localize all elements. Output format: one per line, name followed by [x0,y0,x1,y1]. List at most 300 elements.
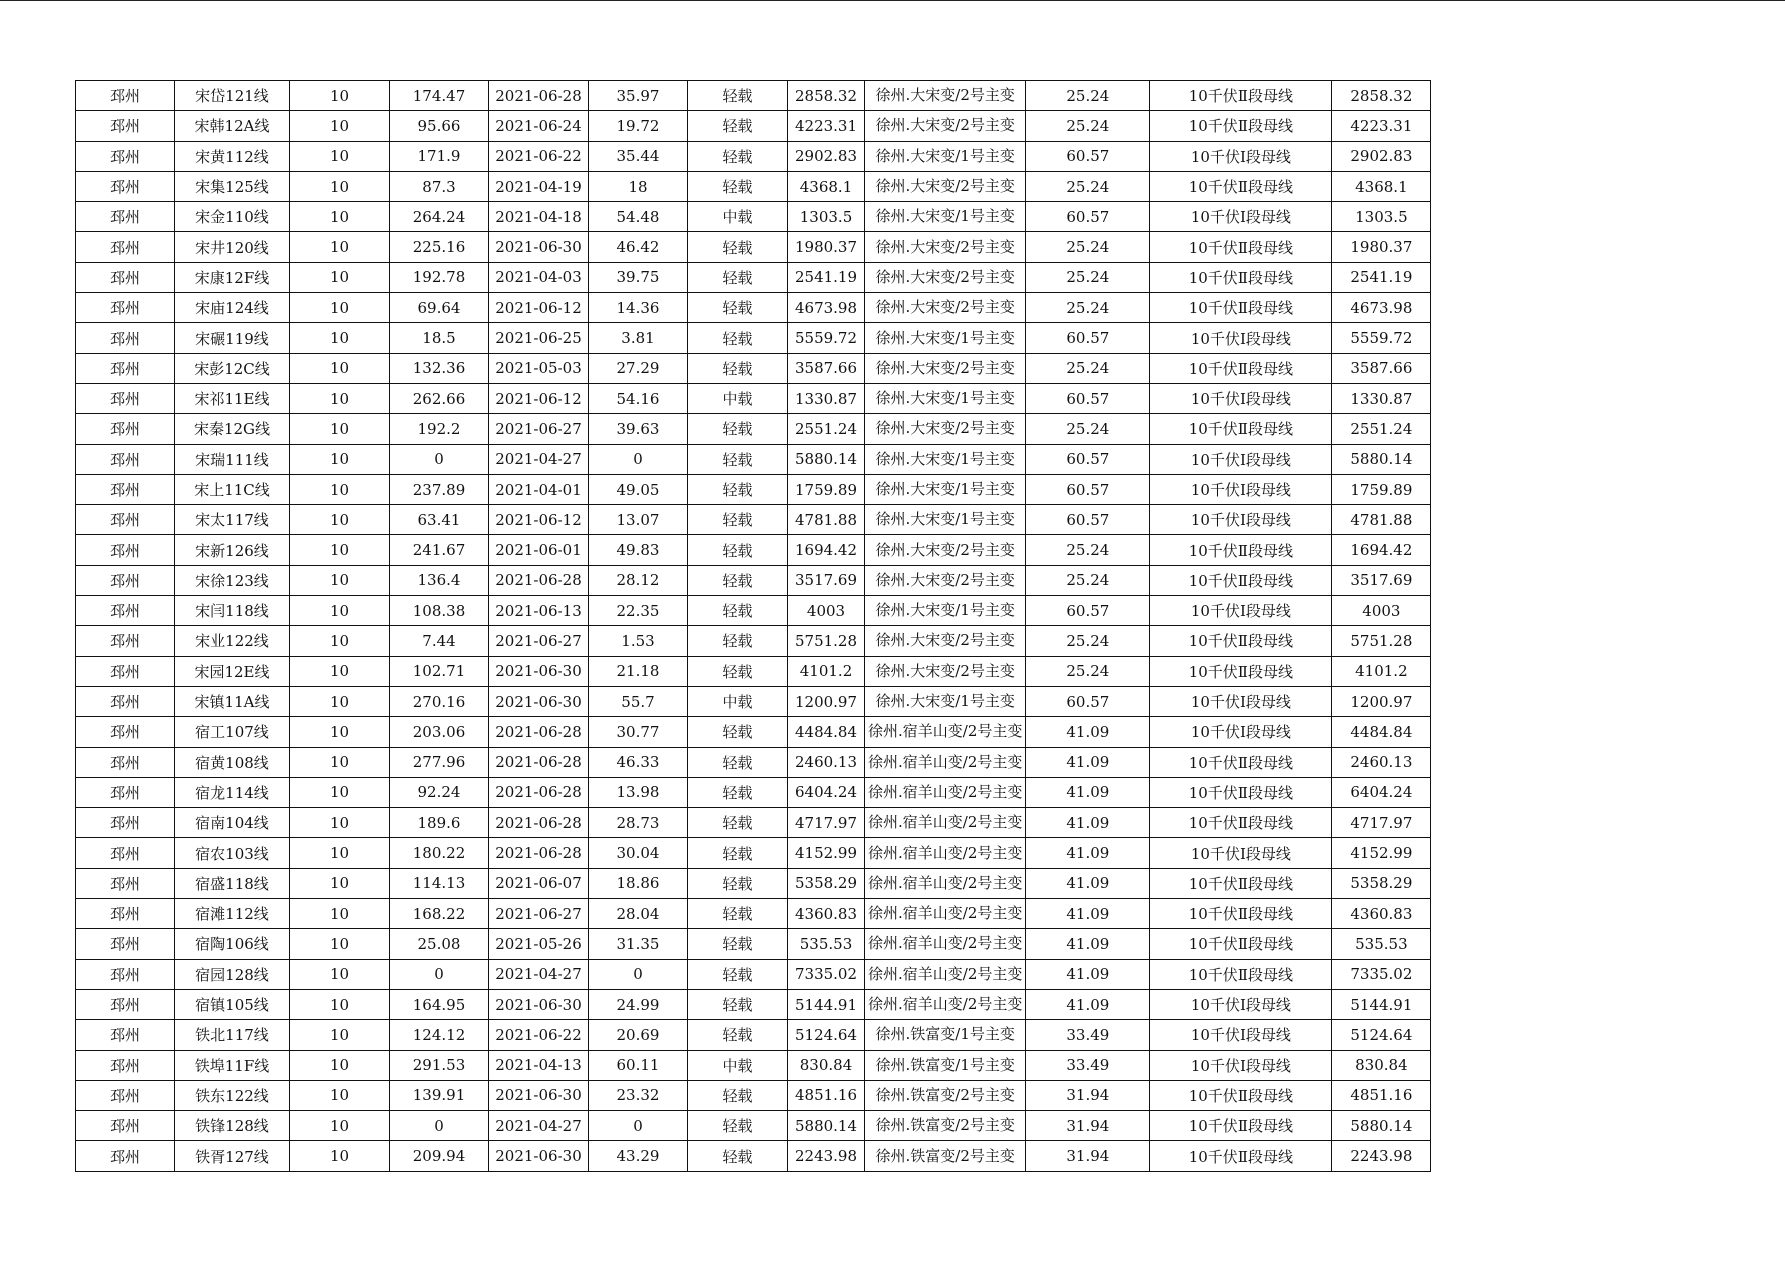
date-cell: 2021-04-18 [489,202,589,232]
voltage-cell: 10 [290,262,390,292]
transformer-load-rate-cell: 25.24 [1026,656,1150,686]
county-cell: 邳州 [76,959,175,989]
date-cell: 2021-05-26 [489,929,589,959]
date-cell: 2021-06-01 [489,535,589,565]
open-capacity-cell: 5559.72 [788,323,865,353]
date-cell: 2021-04-19 [489,171,589,201]
county-cell: 邳州 [76,171,175,201]
date-cell: 2021-06-22 [489,1020,589,1050]
load-status-cell: 轻载 [688,1111,788,1141]
county-cell: 邳州 [76,626,175,656]
load-rate-cell: 23.32 [589,1080,688,1110]
busbar-cell: 10千伏Ⅱ段母线 [1150,262,1332,292]
load-rate-cell: 39.63 [589,414,688,444]
transformer-load-rate-cell: 25.24 [1026,171,1150,201]
date-cell: 2021-06-30 [489,1141,589,1171]
county-cell: 邳州 [76,81,175,111]
max-load-cell: 168.22 [390,899,489,929]
line-name-cell: 宿滩112线 [175,899,290,929]
county-cell: 邳州 [76,1050,175,1080]
substation-cell: 徐州.宿羊山变/2号主变 [865,808,1026,838]
load-rate-cell: 35.44 [589,141,688,171]
table-row [76,1141,1431,1171]
load-rate-cell: 22.35 [589,596,688,626]
county-cell: 邳州 [76,838,175,868]
open-capacity-cell: 6404.24 [788,777,865,807]
date-cell: 2021-06-27 [489,899,589,929]
date-cell: 2021-04-27 [489,444,589,474]
load-status-cell: 轻载 [688,899,788,929]
line-open-capacity-cell: 4003 [1332,596,1431,626]
max-load-cell: 164.95 [390,989,489,1019]
line-open-capacity-cell: 1200.97 [1332,686,1431,716]
busbar-cell: 10千伏Ⅱ段母线 [1150,535,1332,565]
line-name-cell: 宿盛118线 [175,868,290,898]
line-open-capacity-cell: 1980.37 [1332,232,1431,262]
line-name-cell: 铁埠11F线 [175,1050,290,1080]
busbar-cell: 10千伏Ⅱ段母线 [1150,1080,1332,1110]
voltage-cell: 10 [290,293,390,323]
load-rate-cell: 35.97 [589,81,688,111]
voltage-cell: 10 [290,777,390,807]
open-capacity-cell: 4360.83 [788,899,865,929]
transformer-load-rate-cell: 25.24 [1026,232,1150,262]
line-open-capacity-cell: 5880.14 [1332,1111,1431,1141]
substation-cell: 徐州.宿羊山变/2号主变 [865,717,1026,747]
date-cell: 2021-06-24 [489,111,589,141]
load-rate-cell: 30.77 [589,717,688,747]
line-open-capacity-cell: 4673.98 [1332,293,1431,323]
busbar-cell: 10千伏Ⅱ段母线 [1150,899,1332,929]
busbar-cell: 10千伏Ⅱ段母线 [1150,1111,1332,1141]
max-load-cell: 108.38 [390,596,489,626]
county-cell: 邳州 [76,293,175,323]
voltage-cell: 10 [290,111,390,141]
county-cell: 邳州 [76,505,175,535]
table-row [76,1020,1431,1050]
max-load-cell: 262.66 [390,383,489,413]
open-capacity-cell: 5144.91 [788,989,865,1019]
substation-cell: 徐州.大宋变/1号主变 [865,444,1026,474]
open-capacity-cell: 5358.29 [788,868,865,898]
line-name-cell: 宋上11C线 [175,474,290,504]
line-open-capacity-cell: 4781.88 [1332,505,1431,535]
county-cell: 邳州 [76,747,175,777]
max-load-cell: 291.53 [390,1050,489,1080]
open-capacity-cell: 5751.28 [788,626,865,656]
open-capacity-cell: 4673.98 [788,293,865,323]
line-open-capacity-cell: 2460.13 [1332,747,1431,777]
line-open-capacity-cell: 3517.69 [1332,565,1431,595]
load-status-cell: 轻载 [688,868,788,898]
load-status-cell: 轻载 [688,171,788,201]
max-load-cell: 171.9 [390,141,489,171]
county-cell: 邳州 [76,656,175,686]
substation-cell: 徐州.大宋变/1号主变 [865,505,1026,535]
transformer-load-rate-cell: 41.09 [1026,959,1150,989]
county-cell: 邳州 [76,808,175,838]
table-row [76,656,1431,686]
voltage-cell: 10 [290,1050,390,1080]
load-status-cell: 轻载 [688,353,788,383]
substation-cell: 徐州.大宋变/1号主变 [865,383,1026,413]
date-cell: 2021-06-28 [489,565,589,595]
substation-cell: 徐州.铁富变/1号主变 [865,1050,1026,1080]
date-cell: 2021-06-28 [489,81,589,111]
load-rate-cell: 43.29 [589,1141,688,1171]
busbar-cell: 10千伏Ⅱ段母线 [1150,808,1332,838]
line-open-capacity-cell: 7335.02 [1332,959,1431,989]
load-rate-cell: 19.72 [589,111,688,141]
load-status-cell: 轻载 [688,838,788,868]
county-cell: 邳州 [76,686,175,716]
load-rate-cell: 46.42 [589,232,688,262]
date-cell: 2021-06-13 [489,596,589,626]
transformer-load-rate-cell: 25.24 [1026,262,1150,292]
table-row [76,1080,1431,1110]
line-name-cell: 铁胥127线 [175,1141,290,1171]
line-name-cell: 宋彭12C线 [175,353,290,383]
substation-cell: 徐州.大宋变/1号主变 [865,202,1026,232]
line-open-capacity-cell: 830.84 [1332,1050,1431,1080]
open-capacity-cell: 535.53 [788,929,865,959]
max-load-cell: 241.67 [390,535,489,565]
voltage-cell: 10 [290,171,390,201]
voltage-cell: 10 [290,626,390,656]
transformer-load-rate-cell: 41.09 [1026,838,1150,868]
transformer-load-rate-cell: 60.57 [1026,202,1150,232]
table-row [76,202,1431,232]
line-name-cell: 宋园12E线 [175,656,290,686]
date-cell: 2021-05-03 [489,353,589,383]
max-load-cell: 0 [390,1111,489,1141]
line-name-cell: 宋康12F线 [175,262,290,292]
busbar-cell: 10千伏Ⅱ段母线 [1150,232,1332,262]
transformer-load-rate-cell: 41.09 [1026,929,1150,959]
open-capacity-cell: 830.84 [788,1050,865,1080]
transformer-load-rate-cell: 33.49 [1026,1050,1150,1080]
voltage-cell: 10 [290,474,390,504]
line-open-capacity-cell: 5880.14 [1332,444,1431,474]
max-load-cell: 174.47 [390,81,489,111]
voltage-cell: 10 [290,686,390,716]
busbar-cell: 10千伏Ⅰ段母线 [1150,383,1332,413]
table-row [76,899,1431,929]
line-name-cell: 宋碾119线 [175,323,290,353]
load-status-cell: 轻载 [688,596,788,626]
busbar-cell: 10千伏Ⅰ段母线 [1150,444,1332,474]
substation-cell: 徐州.大宋变/2号主变 [865,171,1026,201]
voltage-cell: 10 [290,535,390,565]
busbar-cell: 10千伏Ⅱ段母线 [1150,959,1332,989]
line-open-capacity-cell: 5144.91 [1332,989,1431,1019]
line-open-capacity-cell: 6404.24 [1332,777,1431,807]
table-row [76,171,1431,201]
load-rate-cell: 39.75 [589,262,688,292]
open-capacity-cell: 1303.5 [788,202,865,232]
transformer-load-rate-cell: 25.24 [1026,626,1150,656]
max-load-cell: 63.41 [390,505,489,535]
max-load-cell: 180.22 [390,838,489,868]
transformer-load-rate-cell: 60.57 [1026,474,1150,504]
substation-cell: 徐州.大宋变/1号主变 [865,141,1026,171]
load-rate-cell: 27.29 [589,353,688,383]
max-load-cell: 209.94 [390,1141,489,1171]
load-status-cell: 中载 [688,1050,788,1080]
line-open-capacity-cell: 1303.5 [1332,202,1431,232]
voltage-cell: 10 [290,868,390,898]
line-open-capacity-cell: 4368.1 [1332,171,1431,201]
busbar-cell: 10千伏Ⅱ段母线 [1150,868,1332,898]
transformer-load-rate-cell: 60.57 [1026,444,1150,474]
line-name-cell: 宋井120线 [175,232,290,262]
line-open-capacity-cell: 535.53 [1332,929,1431,959]
load-status-cell: 轻载 [688,1020,788,1050]
busbar-cell: 10千伏Ⅰ段母线 [1150,323,1332,353]
voltage-cell: 10 [290,656,390,686]
load-status-cell: 轻载 [688,414,788,444]
busbar-cell: 10千伏Ⅱ段母线 [1150,565,1332,595]
max-load-cell: 203.06 [390,717,489,747]
table-row [76,293,1431,323]
table-row [76,717,1431,747]
voltage-cell: 10 [290,1080,390,1110]
substation-cell: 徐州.大宋变/2号主变 [865,565,1026,595]
load-status-cell: 轻载 [688,777,788,807]
line-open-capacity-cell: 4223.31 [1332,111,1431,141]
county-cell: 邳州 [76,383,175,413]
transformer-load-rate-cell: 25.24 [1026,535,1150,565]
county-cell: 邳州 [76,565,175,595]
county-cell: 邳州 [76,111,175,141]
transformer-load-rate-cell: 25.24 [1026,565,1150,595]
load-rate-cell: 54.48 [589,202,688,232]
busbar-cell: 10千伏Ⅱ段母线 [1150,414,1332,444]
date-cell: 2021-06-07 [489,868,589,898]
load-status-cell: 轻载 [688,1141,788,1171]
max-load-cell: 136.4 [390,565,489,595]
open-capacity-cell: 1980.37 [788,232,865,262]
load-rate-cell: 49.83 [589,535,688,565]
voltage-cell: 10 [290,414,390,444]
load-rate-cell: 1.53 [589,626,688,656]
line-name-cell: 宿龙114线 [175,777,290,807]
line-open-capacity-cell: 5751.28 [1332,626,1431,656]
transformer-load-rate-cell: 60.57 [1026,505,1150,535]
load-rate-cell: 20.69 [589,1020,688,1050]
line-name-cell: 宋韩12A线 [175,111,290,141]
table-row [76,989,1431,1019]
table-row [76,959,1431,989]
open-capacity-cell: 2858.32 [788,81,865,111]
load-status-cell: 轻载 [688,81,788,111]
voltage-cell: 10 [290,565,390,595]
open-capacity-cell: 4152.99 [788,838,865,868]
table-row [76,444,1431,474]
county-cell: 邳州 [76,414,175,444]
busbar-cell: 10千伏Ⅰ段母线 [1150,474,1332,504]
busbar-cell: 10千伏Ⅰ段母线 [1150,505,1332,535]
date-cell: 2021-06-30 [489,656,589,686]
load-rate-cell: 3.81 [589,323,688,353]
table-row [76,929,1431,959]
load-status-cell: 轻载 [688,111,788,141]
date-cell: 2021-04-27 [489,959,589,989]
substation-cell: 徐州.大宋变/2号主变 [865,111,1026,141]
county-cell: 邳州 [76,596,175,626]
max-load-cell: 87.3 [390,171,489,201]
substation-cell: 徐州.大宋变/2号主变 [865,656,1026,686]
transformer-load-rate-cell: 41.09 [1026,868,1150,898]
substation-cell: 徐州.大宋变/1号主变 [865,474,1026,504]
open-capacity-cell: 4101.2 [788,656,865,686]
load-rate-cell: 0 [589,444,688,474]
table-row [76,383,1431,413]
load-rate-cell: 30.04 [589,838,688,868]
open-capacity-cell: 5124.64 [788,1020,865,1050]
load-status-cell: 轻载 [688,747,788,777]
voltage-cell: 10 [290,596,390,626]
transformer-load-rate-cell: 25.24 [1026,293,1150,323]
date-cell: 2021-06-27 [489,414,589,444]
load-status-cell: 轻载 [688,232,788,262]
table-row [76,868,1431,898]
table-row [76,1111,1431,1141]
date-cell: 2021-04-27 [489,1111,589,1141]
load-status-cell: 中载 [688,686,788,716]
busbar-cell: 10千伏Ⅰ段母线 [1150,838,1332,868]
substation-cell: 徐州.大宋变/2号主变 [865,81,1026,111]
load-status-cell: 轻载 [688,323,788,353]
line-name-cell: 宋瑞111线 [175,444,290,474]
load-status-cell: 轻载 [688,959,788,989]
voltage-cell: 10 [290,81,390,111]
transformer-load-rate-cell: 60.57 [1026,596,1150,626]
max-load-cell: 69.64 [390,293,489,323]
line-name-cell: 宋集125线 [175,171,290,201]
load-rate-cell: 13.98 [589,777,688,807]
line-open-capacity-cell: 4484.84 [1332,717,1431,747]
transformer-load-rate-cell: 41.09 [1026,899,1150,929]
open-capacity-cell: 4781.88 [788,505,865,535]
date-cell: 2021-06-27 [489,626,589,656]
load-status-cell: 中载 [688,202,788,232]
county-cell: 邳州 [76,1020,175,1050]
line-open-capacity-cell: 3587.66 [1332,353,1431,383]
table-row [76,747,1431,777]
substation-cell: 徐州.宿羊山变/2号主变 [865,838,1026,868]
load-status-cell: 轻载 [688,293,788,323]
transformer-load-rate-cell: 41.09 [1026,777,1150,807]
load-status-cell: 轻载 [688,565,788,595]
county-cell: 邳州 [76,262,175,292]
substation-cell: 徐州.铁富变/2号主变 [865,1080,1026,1110]
county-cell: 邳州 [76,1141,175,1171]
load-status-cell: 轻载 [688,929,788,959]
date-cell: 2021-04-01 [489,474,589,504]
load-rate-cell: 18.86 [589,868,688,898]
max-load-cell: 139.91 [390,1080,489,1110]
substation-cell: 徐州.铁富变/2号主变 [865,1111,1026,1141]
max-load-cell: 0 [390,444,489,474]
busbar-cell: 10千伏Ⅱ段母线 [1150,656,1332,686]
load-rate-cell: 60.11 [589,1050,688,1080]
date-cell: 2021-06-25 [489,323,589,353]
line-open-capacity-cell: 2541.19 [1332,262,1431,292]
max-load-cell: 225.16 [390,232,489,262]
transformer-load-rate-cell: 60.57 [1026,686,1150,716]
county-cell: 邳州 [76,899,175,929]
load-status-cell: 轻载 [688,444,788,474]
busbar-cell: 10千伏Ⅰ段母线 [1150,686,1332,716]
load-status-cell: 轻载 [688,717,788,747]
table-row [76,777,1431,807]
table-row [76,262,1431,292]
county-cell: 邳州 [76,717,175,747]
transformer-load-rate-cell: 25.24 [1026,353,1150,383]
substation-cell: 徐州.宿羊山变/2号主变 [865,959,1026,989]
max-load-cell: 0 [390,959,489,989]
date-cell: 2021-06-30 [489,232,589,262]
substation-cell: 徐州.大宋变/2号主变 [865,353,1026,383]
line-name-cell: 宋秦12G线 [175,414,290,444]
page-top-border [0,0,1785,1]
substation-cell: 徐州.大宋变/2号主变 [865,414,1026,444]
open-capacity-cell: 2551.24 [788,414,865,444]
open-capacity-cell: 7335.02 [788,959,865,989]
busbar-cell: 10千伏Ⅰ段母线 [1150,989,1332,1019]
substation-cell: 徐州.宿羊山变/2号主变 [865,899,1026,929]
transformer-load-rate-cell: 33.49 [1026,1020,1150,1050]
voltage-cell: 10 [290,899,390,929]
date-cell: 2021-06-30 [489,686,589,716]
substation-cell: 徐州.大宋变/1号主变 [865,596,1026,626]
date-cell: 2021-06-12 [489,293,589,323]
open-capacity-cell: 2541.19 [788,262,865,292]
date-cell: 2021-06-22 [489,141,589,171]
substation-cell: 徐州.大宋变/2号主变 [865,262,1026,292]
max-load-cell: 270.16 [390,686,489,716]
date-cell: 2021-06-28 [489,808,589,838]
line-name-cell: 宋黄112线 [175,141,290,171]
max-load-cell: 114.13 [390,868,489,898]
line-open-capacity-cell: 5124.64 [1332,1020,1431,1050]
voltage-cell: 10 [290,505,390,535]
line-open-capacity-cell: 2243.98 [1332,1141,1431,1171]
line-open-capacity-cell: 5358.29 [1332,868,1431,898]
busbar-cell: 10千伏Ⅱ段母线 [1150,81,1332,111]
substation-cell: 徐州.宿羊山变/2号主变 [865,989,1026,1019]
table-row [76,626,1431,656]
table-row [76,323,1431,353]
line-name-cell: 宋庙124线 [175,293,290,323]
substation-cell: 徐州.大宋变/2号主变 [865,293,1026,323]
line-name-cell: 宿工107线 [175,717,290,747]
open-capacity-cell: 2243.98 [788,1141,865,1171]
substation-cell: 徐州.大宋变/1号主变 [865,323,1026,353]
table-row [76,474,1431,504]
load-rate-cell: 46.33 [589,747,688,777]
load-rate-cell: 28.73 [589,808,688,838]
line-name-cell: 宋岱121线 [175,81,290,111]
table-row [76,111,1431,141]
transformer-load-rate-cell: 60.57 [1026,383,1150,413]
load-rate-cell: 0 [589,959,688,989]
busbar-cell: 10千伏Ⅰ段母线 [1150,202,1332,232]
busbar-cell: 10千伏Ⅰ段母线 [1150,717,1332,747]
open-capacity-cell: 4717.97 [788,808,865,838]
county-cell: 邳州 [76,353,175,383]
